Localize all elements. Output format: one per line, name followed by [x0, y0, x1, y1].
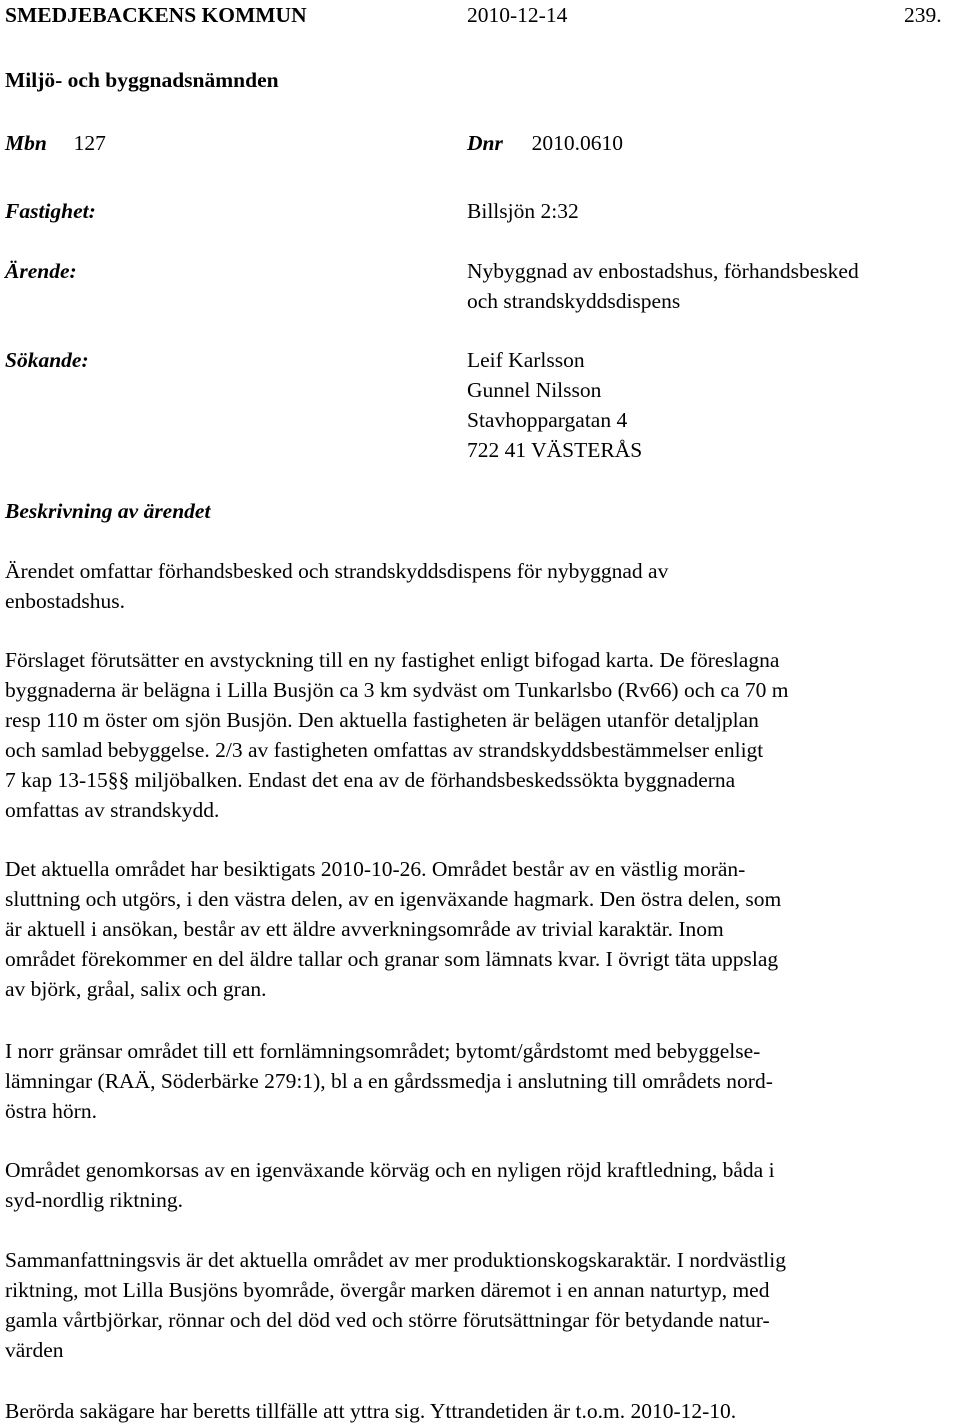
dnr-reference — [467, 128, 623, 158]
paragraph-line: östra hörn. — [5, 1099, 97, 1123]
paragraph-line: Ärendet omfattar förhandsbesked och strandskyddsdispens för nybyggnad av — [5, 559, 669, 583]
paragraph-line: gamla vårtbjörkar, rönnar och del död ved och större förutsättningar för betydande natur- — [5, 1308, 770, 1332]
paragraph-line: är aktuell i ansökan, består av ett äldre avverkningsområde av trivial karaktär. Inom — [5, 917, 724, 941]
paragraph-line: lämningar (RAÄ, Söderbärke 279:1), bl a en gårdssmedja i anslutning till områdets nord- — [5, 1069, 773, 1093]
description-paragraph — [5, 645, 960, 825]
mbn-number: 127 — [73, 131, 106, 155]
applicant-address — [467, 345, 642, 465]
matter-line: och strandskyddsdispens — [467, 289, 681, 313]
paragraph-line: Förslaget förutsätter en avstyckning till en ny fastighet enligt bifogad karta. De föreslagna — [5, 648, 780, 672]
paragraph-line: Berörda sakägare har beretts tillfälle att yttra sig. Yttrandetiden är t.o.m. 2010-12-10. — [5, 1399, 737, 1423]
paragraph-line: riktning, mot Lilla Busjöns byområde, övergår marken däremot i en annan naturtyp, med — [5, 1278, 770, 1302]
applicant-line: Leif Karlsson — [467, 348, 585, 372]
applicant-line: 722 41 VÄSTERÅS — [467, 438, 643, 462]
paragraph-line: sluttning och utgörs, i den västra delen, av en igenväxande hagmark. Den östra delen, som — [5, 887, 782, 911]
applicant-line: Stavhoppargatan 4 — [467, 408, 628, 432]
property-label: Fastighet: — [5, 199, 96, 223]
dnr-number: 2010.0610 — [531, 131, 623, 155]
description-paragraph — [5, 854, 960, 1004]
section-heading: Beskrivning av ärendet — [5, 499, 211, 523]
paragraph-line: syd-nordlig riktning. — [5, 1188, 183, 1212]
paragraph-line: området förekommer en del äldre tallar och granar som lämnats kvar. I övrigt täta uppslag — [5, 947, 779, 971]
description-paragraph — [5, 1155, 960, 1215]
municipality-name: SMEDJEBACKENS KOMMUN — [5, 3, 307, 27]
description-paragraph — [5, 1396, 960, 1426]
applicant-line: Gunnel Nilsson — [467, 378, 602, 402]
page-number: 239. — [904, 3, 942, 27]
paragraph-line: omfattas av strandskydd. — [5, 798, 220, 822]
description-paragraph — [5, 556, 960, 616]
mbn-reference — [5, 128, 106, 158]
paragraph-line: och samlad bebyggelse. 2/3 av fastigheten omfattas av strandskyddsbestämmelser enligt — [5, 738, 764, 762]
description-paragraph — [5, 1036, 960, 1126]
matter-label: Ärende: — [5, 259, 77, 283]
paragraph-line: enbostadshus. — [5, 589, 126, 613]
paragraph-line: Området genomkorsas av en igenväxande körväg och en nyligen röjd kraftledning, båda i — [5, 1158, 775, 1182]
mbn-label: Mbn — [5, 131, 47, 155]
paragraph-line: byggnaderna är belägna i Lilla Busjön ca 3 km sydväst om Tunkarlsbo (Rv66) och ca 70 m — [5, 678, 789, 702]
paragraph-line: 7 kap 13-15§§ miljöbalken. Endast det ena av de förhandsbeskedssökta byggnaderna — [5, 768, 736, 792]
paragraph-line: värden — [5, 1338, 64, 1362]
paragraph-line: Det aktuella området har besiktigats 2010-10-26. Området består av en västlig morän- — [5, 857, 746, 881]
paragraph-line: Sammanfattningsvis är det aktuella området av mer produktionskogskaraktär. I nordvästlig — [5, 1248, 786, 1272]
paragraph-line: I norr gränsar området till ett fornlämningsområdet; bytomt/gårdstomt med bebyggelse- — [5, 1039, 761, 1063]
applicant-label: Sökande: — [5, 348, 89, 372]
property-value: Billsjön 2:32 — [467, 199, 579, 223]
paragraph-line: resp 110 m öster om sjön Busjön. Den aktuella fastigheten är belägen utanför detaljplan — [5, 708, 759, 732]
paragraph-line: av björk, gråal, salix och gran. — [5, 977, 267, 1001]
matter-value — [467, 256, 859, 316]
matter-line: Nybyggnad av enbostadshus, förhandsbesked — [467, 259, 859, 283]
meeting-date: 2010-12-14 — [467, 3, 568, 27]
description-paragraph — [5, 1245, 960, 1365]
dnr-label: Dnr — [467, 131, 503, 155]
committee-name: Miljö- och byggnadsnämnden — [5, 68, 279, 92]
